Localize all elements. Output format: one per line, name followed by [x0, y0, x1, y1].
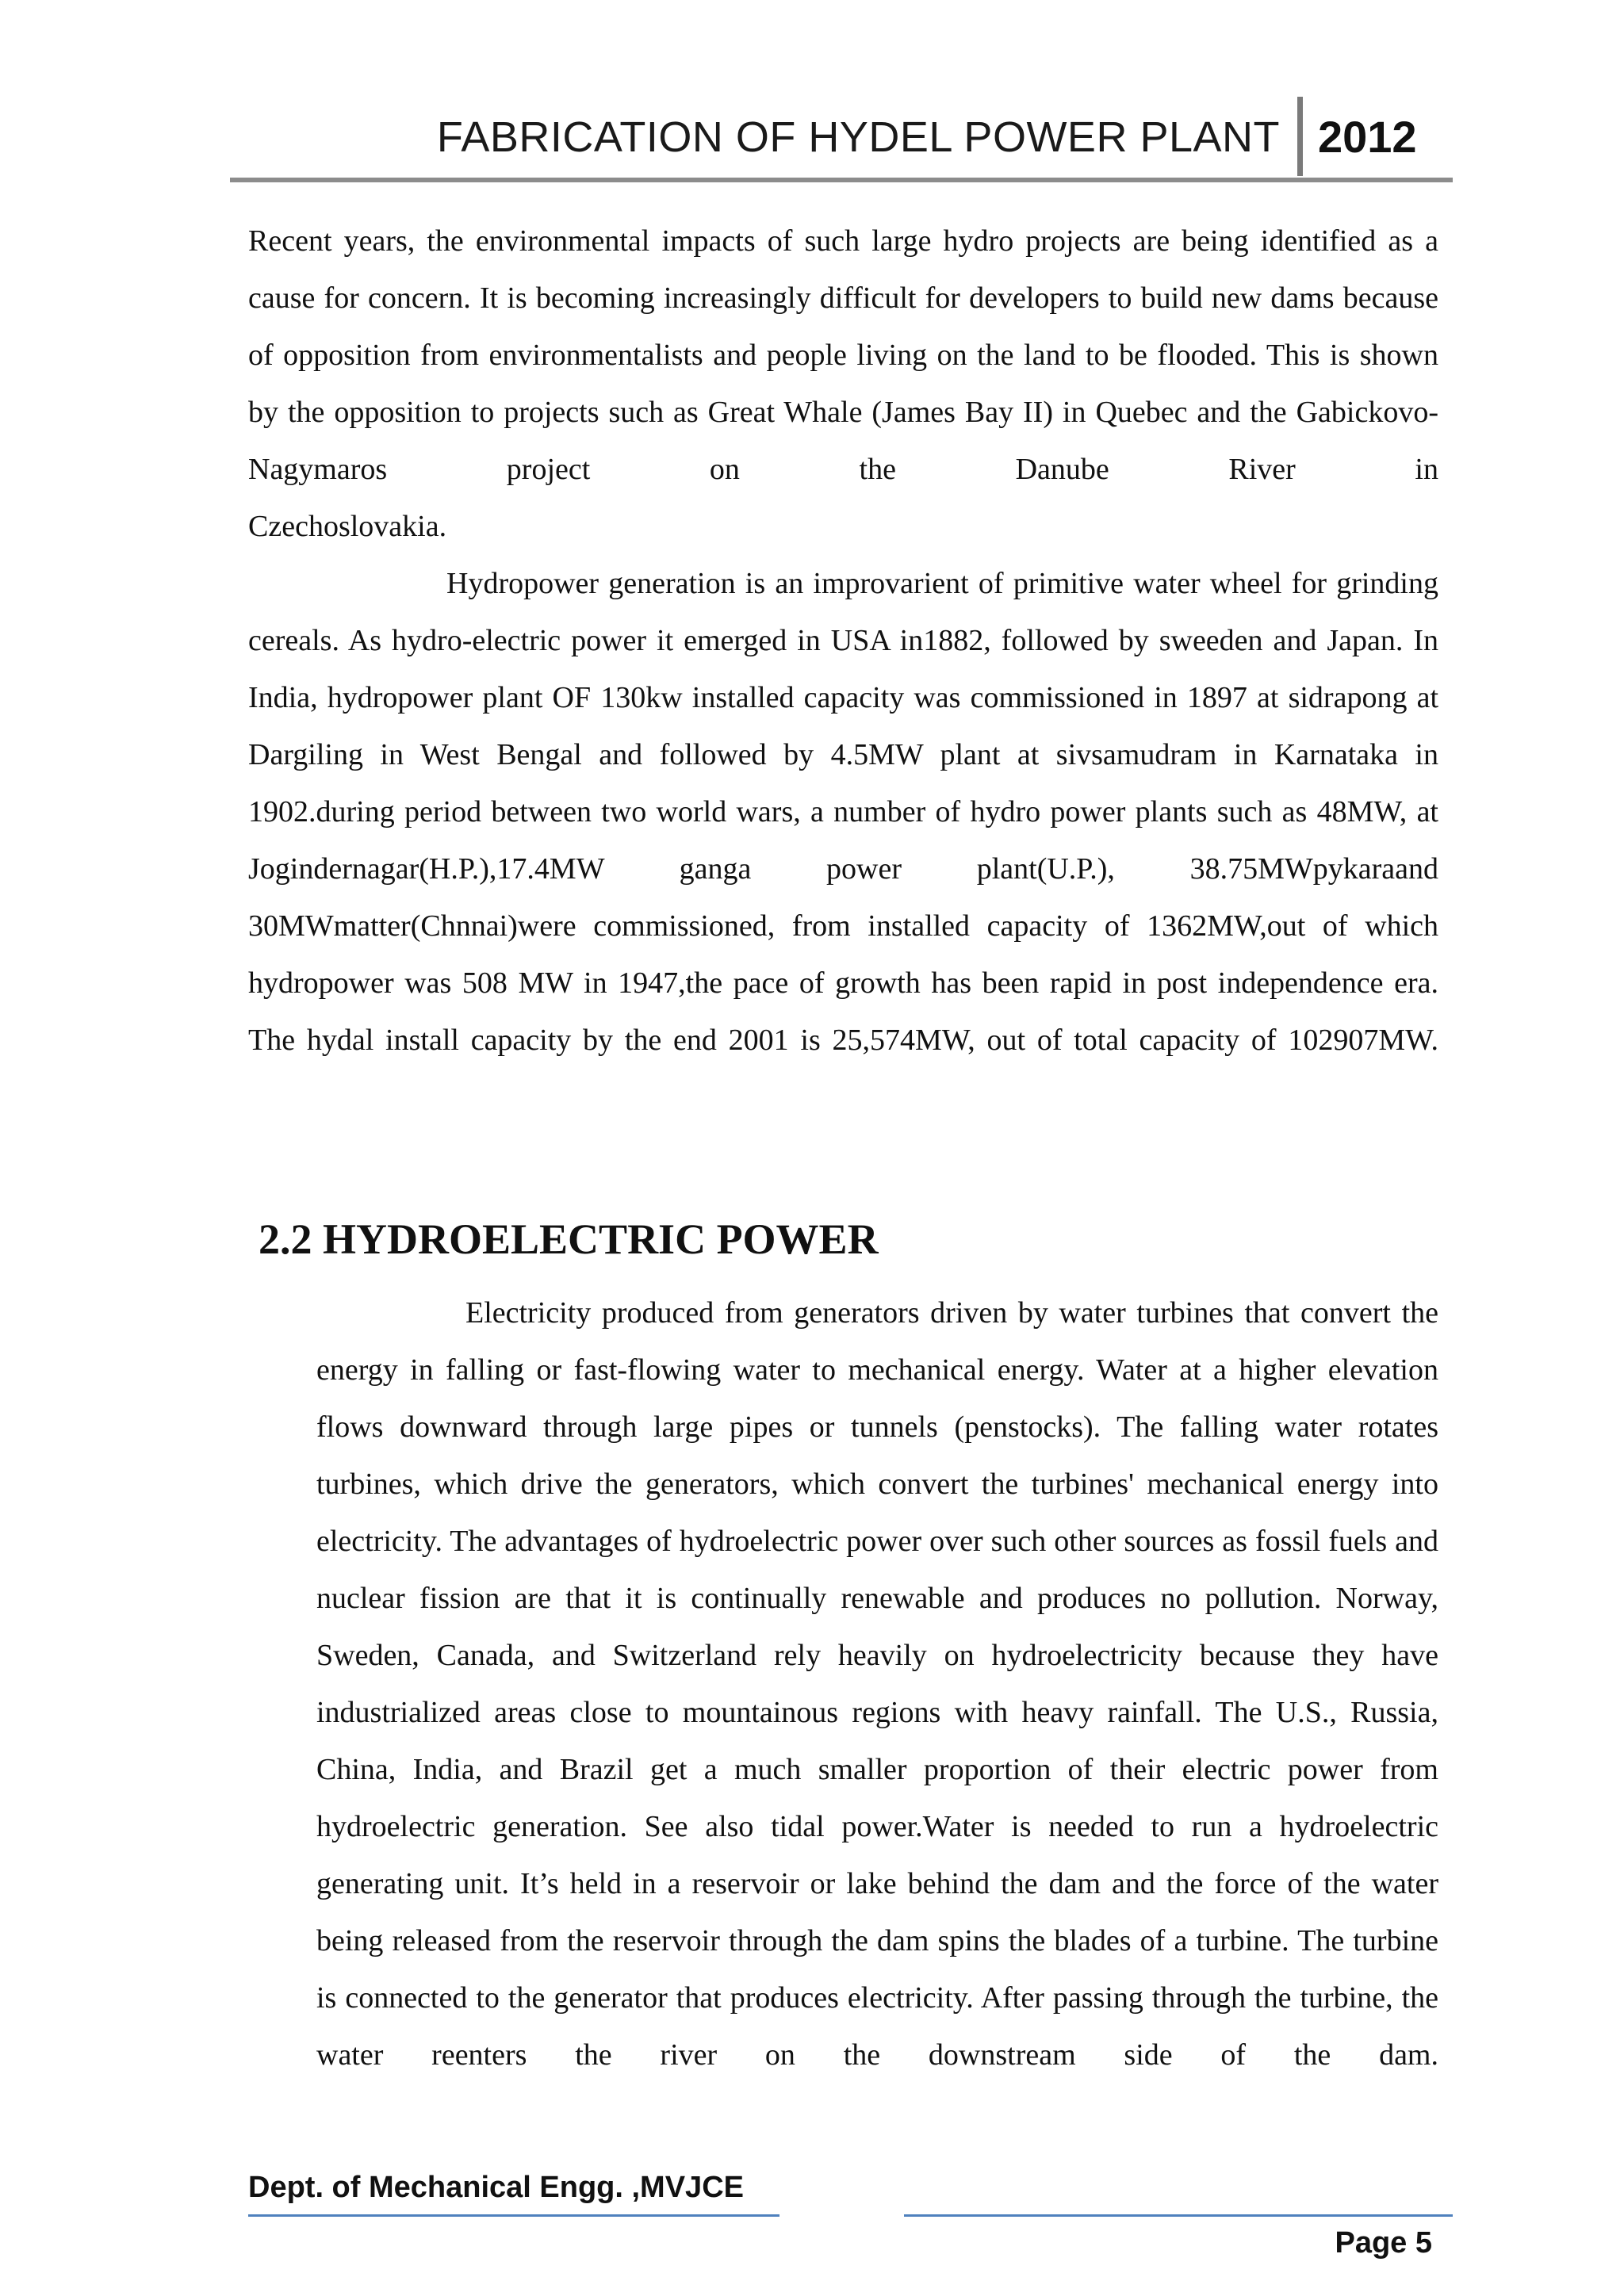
footer-rule-right — [904, 2214, 1453, 2217]
header-separator — [1297, 97, 1303, 176]
footer-department: Dept. of Mechanical Engg. ,MVJCE — [248, 2171, 744, 2204]
paragraph-environmental-impacts — [248, 212, 1438, 555]
footer-rule-left — [248, 2214, 779, 2217]
paragraph-hydroelectric-power: Electricity produced from generators driven by water turbines that convert the energy in falling or fast-flowing water to mechanical energy. Water at a higher elevation flows downward through large pipes or tunnels (penstocks). The falling water rotates turbines, which drive the generators, which convert the turbines' mechanical energy into electricity. The advantages of hydroelectric power over such other sources as fossil fuels and nuclear fission are that it is continually renewable and produces no pollution. Norway, Sweden, Canada, and Switzerland rely heavily on hydroelectricity because they have industrialized areas close to mountainous regions with heavy rainfall. The U.S., Russia, China, India, and Brazil get a much smaller proportion of their electric power from hydroelectric generation. See also tidal power.Water is needed to run a hydroelectric generating unit. It’s held in a reservoir or lake behind the dam and the force of the water being released from the reservoir through the dam spins the blades of a turbine. The turbine is connected to the generator that produces electricity. After passing through the turbine, the water reenters the river on the downstream side of the dam. — [316, 1296, 1438, 2072]
paragraph-1-body: Recent years, the environmental impacts of such large hydro projects are being identified as a cause for concern. It is becoming increasingly difficult for developers to build new dams because of opposition from environmentalists and people living on the land to be flooded. This is shown by the opposition to projects such as Great Whale (James Bay II) in Quebec and the Gabickovo-Nagymaros project on the Danube River in — [248, 224, 1438, 486]
header-year: 2012 — [1318, 112, 1417, 162]
header-title: FABRICATION OF HYDEL POWER PLANT — [436, 113, 1280, 161]
paragraph-hydropower-history: Hydropower generation is an improvarient of primitive water wheel for grinding cereals. As hydro-electric power it emerged in USA in1882, followed by sweeden and Japan. In India, hydropower plant OF 130kw installed capacity was commissioned in 1897 at sidrapong at Dargiling in West Bengal and followed by 4.5MW plant at sivsamudram in Karnataka in 1902.during period between two world wars, a number of hydro power plants such as 48MW, at Jogindernagar(H.P.),17.4MW ganga power plant(U.P.), 38.75MWpykaraand 30MWmatter(Chnnai)were commissioned, from installed capacity of 1362MW,out of which hydropower was 508 MW in 1947,the pace of growth has been rapid in post independence era. The hydal install capacity by the end 2001 is 25,574MW, out of total capacity of 102907MW. — [248, 567, 1438, 1057]
header-rule — [230, 178, 1453, 182]
paragraph-1-last-line: Czechoslovakia. — [248, 510, 447, 543]
section-heading: 2.2 HYDROELECTRIC POWER — [259, 1215, 879, 1263]
page-header — [230, 97, 1453, 182]
page-number: Page 5 — [1335, 2226, 1432, 2260]
